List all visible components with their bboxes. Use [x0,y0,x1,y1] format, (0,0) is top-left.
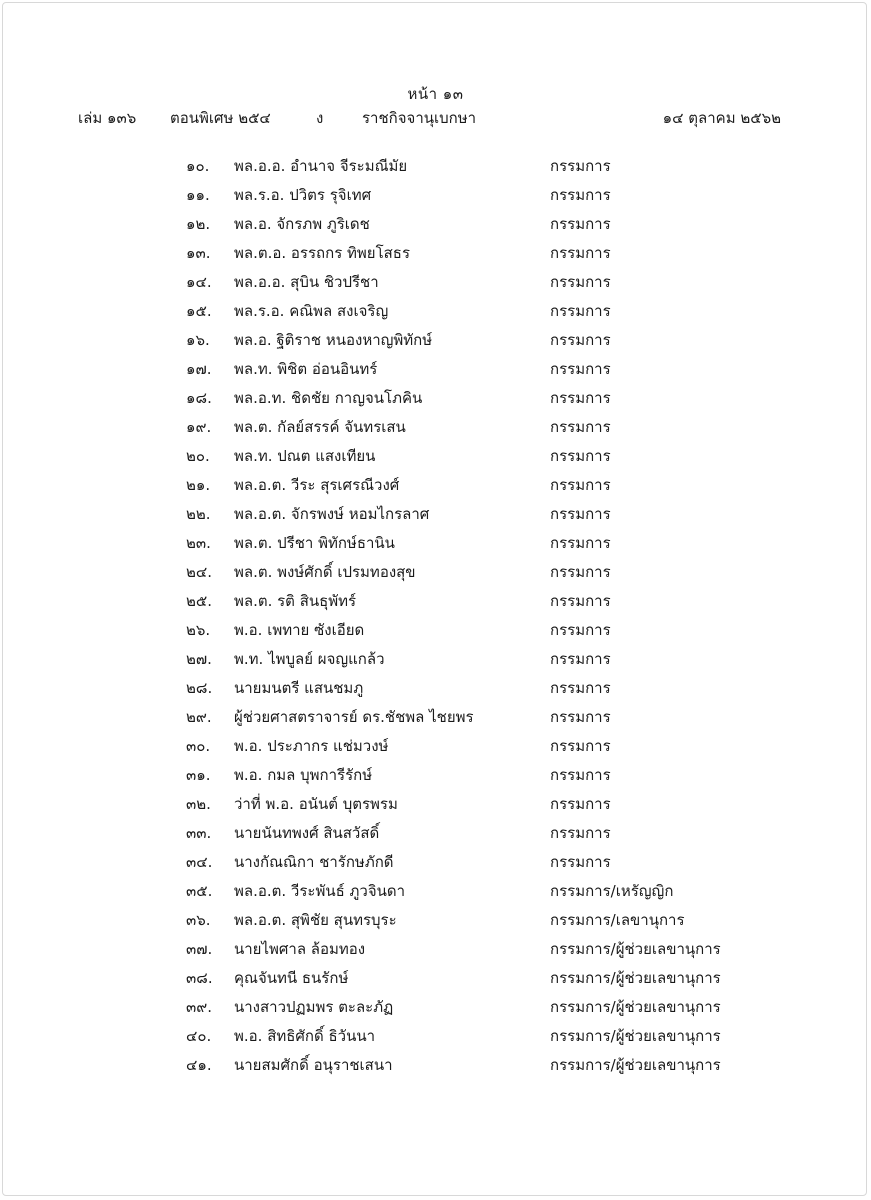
member-number: ๑๓. [186,244,211,263]
member-role: กรรมการ [550,534,611,553]
member-number: ๔๐. [186,1027,212,1046]
member-role: กรรมการ [550,766,611,785]
member-row [0,904,871,933]
member-role: กรรมการ [550,273,611,292]
member-name: พล.อ.ท. ชิดชัย กาญจนโภคิน [234,389,423,408]
member-role: กรรมการ/ผู้ช่วยเลขานุการ [550,940,721,959]
member-role: กรรมการ [550,824,611,843]
member-number: ๒๐. [186,447,210,466]
member-number: ๑๒. [186,215,211,234]
member-row [0,440,871,469]
member-number: ๒๒. [186,505,211,524]
member-row [0,875,871,904]
member-role: กรรมการ [550,389,611,408]
member-number: ๓๓. [186,824,212,843]
member-role: กรรมการ [550,853,611,872]
member-row [0,150,871,179]
member-name: นายนันทพงศ์ สินสวัสดิ์ [234,824,380,843]
member-number: ๒๑. [186,476,211,495]
member-number: ๑๕. [186,302,212,321]
member-role: กรรมการ/เลขานุการ [550,911,685,930]
member-row [0,208,871,237]
member-role: กรรมการ [550,302,611,321]
member-number: ๒๘. [186,679,213,698]
member-name: นายสมศักดิ์ อนุราชเสนา [234,1056,393,1075]
member-name: พ.อ. สิทธิศักดิ์ ธิวันนา [234,1027,376,1046]
member-number: ๑๐. [186,157,210,175]
member-name: พล.ร.อ. ปวิตร รุจิเทศ [234,186,372,205]
member-number: ๓๔. [186,853,213,872]
member-row [0,382,871,411]
member-role: กรรมการ [550,505,611,524]
member-number: ๑๖. [186,331,210,350]
member-row [0,1049,871,1078]
running-header [0,106,871,130]
member-name: นางสาวปฏมพร ตะละภัฏ [234,998,394,1017]
member-row [0,1020,871,1049]
member-row [0,991,871,1020]
member-number: ๓๐. [186,737,211,756]
gazette-volume: เล่ม ๑๓๖ [78,109,137,127]
member-role: กรรมการ [550,157,611,175]
member-number: ๓๑. [186,766,211,785]
member-row [0,324,871,353]
member-number: ๓๖. [186,911,211,930]
member-number: ๑๑. [186,186,210,205]
member-name: นายมนตรี แสนชมภู [234,679,364,698]
gazette-issue: ตอนพิเศษ ๒๕๔ [170,109,271,127]
member-row [0,237,871,266]
gazette-date: ๑๔ ตุลาคม ๒๕๖๒ [662,109,781,127]
member-row [0,817,871,846]
member-name: พล.อ.อ. สุบิน ชิวปรีชา [234,273,379,292]
member-name: พล.ท. ปณต แสงเทียน [234,447,376,466]
member-name: พล.ต.อ. อรรถกร ทิพยโสธร [234,244,411,263]
member-role: กรรมการ [550,650,611,669]
member-row [0,962,871,991]
member-number: ๒๔. [186,563,213,582]
member-name: พ.อ. ประภากร แช่มวงษ์ [234,737,389,756]
member-role: กรรมการ [550,244,611,263]
member-row [0,759,871,788]
member-role: กรรมการ [550,476,611,495]
member-number: ๒๗. [186,650,212,669]
member-number: ๒๓. [186,534,211,553]
member-role: กรรมการ [550,795,611,814]
member-row [0,179,871,208]
member-name: พล.ต. กัลย์สรรค์ จันทรเสน [234,418,406,437]
member-number: ๑๘. [186,389,212,408]
member-row [0,411,871,440]
member-number: ๓๗. [186,940,213,959]
member-row [0,730,871,759]
member-name: พล.อ.ต. สุพิชัย สุนทรบุระ [234,911,397,930]
member-role: กรรมการ [550,418,611,437]
member-name: พล.อ. ฐิติราช หนองหาญพิทักษ์ [234,331,433,350]
member-role: กรรมการ/ผู้ช่วยเลขานุการ [550,1027,721,1046]
member-name: พล.อ.ต. วีระพันธ์ ภูวจินดา [234,882,406,901]
member-name: พ.อ. กมล บุพการีรักษ์ [234,766,373,785]
member-number: ๑๗. [186,360,212,379]
member-number: ๒๖. [186,621,211,640]
member-role: กรรมการ [550,621,611,640]
member-row [0,498,871,527]
gazette-section: ง [316,109,324,127]
member-number: ๑๙. [186,418,212,437]
member-row [0,672,871,701]
member-number: ๔๑. [186,1056,212,1075]
member-list [0,150,871,1079]
member-number: ๒๙. [186,708,212,727]
member-role: กรรมการ [550,186,611,205]
member-role: กรรมการ/ผู้ช่วยเลขานุการ [550,969,721,988]
member-role: กรรมการ [550,679,611,698]
member-number: ๓๕. [186,882,213,901]
member-row [0,643,871,672]
member-number: ๑๔. [186,273,212,292]
member-row [0,556,871,585]
member-role: กรรมการ [550,592,611,611]
gazette-title: ราชกิจจานุเบกษา [362,109,477,127]
member-row [0,266,871,295]
member-name: พล.ต. ปรีชา พิทักษ์ธานิน [234,534,395,553]
member-name: พล.อ.ต. จักรพงษ์ หอมไกรลาศ [234,505,430,524]
member-name: ผู้ช่วยศาสตราจารย์ ดร.ชัชพล ไชยพร [234,708,474,727]
member-name: พล.ต. รติ สินธุพัทร์ [234,592,357,611]
page-number: หน้า ๑๓ [407,85,464,103]
member-name: พล.อ.ต. วีระ สุรเศรณีวงศ์ [234,476,400,495]
member-role: กรรมการ/เหรัญญิก [550,882,674,901]
member-role: กรรมการ [550,360,611,379]
member-row [0,295,871,324]
member-name: พล.อ. จักรภพ ภูริเดช [234,215,370,234]
member-role: กรรมการ [550,563,611,582]
member-number: ๓๒. [186,795,211,814]
member-role: กรรมการ [550,737,611,756]
member-number: ๓๙. [186,998,213,1017]
member-name: ว่าที่ พ.อ. อนันต์ บุตรพรม [234,795,398,814]
member-name: คุณจันทนี ธนรักษ์ [234,969,349,988]
member-row [0,614,871,643]
member-row [0,353,871,382]
member-row [0,846,871,875]
member-row [0,788,871,817]
member-name: พ.อ. เพทาย ซังเอียด [234,621,365,640]
member-role: กรรมการ/ผู้ช่วยเลขานุการ [550,998,721,1017]
member-role: กรรมการ [550,215,611,234]
member-name: พล.ร.อ. คณิพล สงเจริญ [234,302,389,321]
member-row [0,585,871,614]
member-name: นางกัณณิกา ชารักษภักดี [234,853,394,872]
member-name: พล.ท. พิชิต อ่อนอินทร์ [234,360,378,379]
member-number: ๓๘. [186,969,213,988]
member-role: กรรมการ [550,447,611,466]
member-row [0,469,871,498]
member-number: ๒๕. [186,592,213,611]
member-row [0,933,871,962]
member-name: นายไพศาล ล้อมทอง [234,940,366,959]
member-name: พล.ต. พงษ์ศักดิ์ เปรมทองสุข [234,563,416,582]
member-row [0,701,871,730]
member-row [0,527,871,556]
member-role: กรรมการ [550,708,611,727]
member-name: พล.อ.อ. อำนาจ จีระมณีมัย [234,157,408,175]
member-role: กรรมการ [550,331,611,350]
member-role: กรรมการ/ผู้ช่วยเลขานุการ [550,1056,721,1075]
member-name: พ.ท. ไพบูลย์ ผจญแกล้ว [234,650,385,669]
